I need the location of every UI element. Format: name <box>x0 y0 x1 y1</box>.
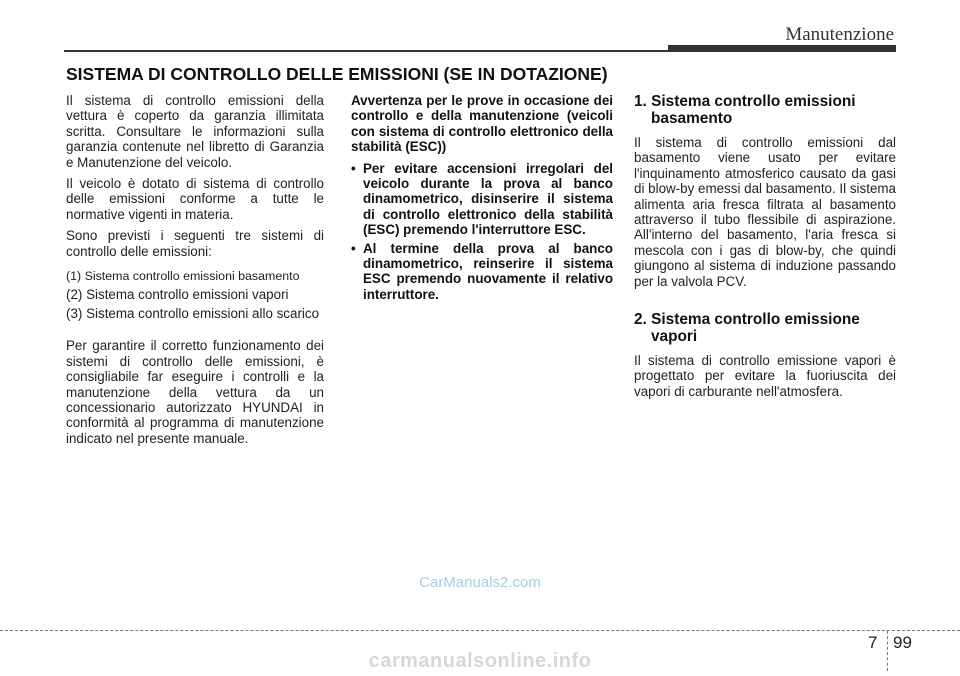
chapter-number: 7 <box>868 633 878 652</box>
bullet-icon: • <box>351 160 356 176</box>
system-item-2: (2) Sistema controllo emissioni vapori <box>66 287 289 303</box>
systems-intro-paragraph: Sono previsti i seguenti tre sistemi di controllo delle emissioni: <box>66 228 324 259</box>
footer-rule <box>0 630 960 631</box>
system-item-1: (1) Sistema controllo emissioni basamento <box>66 269 300 284</box>
column-right <box>634 93 896 405</box>
esc-warning-bullet <box>351 161 613 238</box>
esc-warning-text: Al termine della prova al banco dinamometrico, reinserire il sistema ESC premendo nuovamente il relativo interruttore. <box>363 240 613 302</box>
section-title: SISTEMA DI CONTROLLO DELLE EMISSIONI (SE IN DOTAZIONE) <box>66 64 608 84</box>
running-header-title: Manutenzione <box>785 24 894 45</box>
bullet-icon: • <box>351 240 356 256</box>
system-item-3: (3) Sistema controllo emissioni allo scarico <box>66 305 320 321</box>
evaporative-paragraph: Il sistema di controllo emissione vapori è progettato per evitare la fuoriuscita dei vapori di carburante nell'atmosfera. <box>634 353 896 399</box>
header-rule-accent <box>668 45 896 52</box>
column-left <box>66 93 324 452</box>
crankcase-subheading: 1. Sistema controllo emissioni basamento <box>634 93 856 127</box>
maintenance-paragraph: Per garantire il corretto funzionamento dei sistemi di controllo delle emissioni, è consigliabile far eseguire i controlli e la manutenzione della vettura da un concessionario autorizzato HYUNDAI in conformità al programma di manutenzione indicato nel presente manuale. <box>66 338 324 446</box>
esc-warning-heading: Avvertenza per le prove in occasione dei controllo e della manutenzione (veicoli con sistema di controllo elettronico della stabilità (ESC)) <box>351 93 613 155</box>
header-rule <box>64 50 668 52</box>
footer-site-watermark: carmanualsonline.info <box>368 650 592 672</box>
esc-warning-text: Per evitare accensioni irregolari del veicolo durante la prova al banco dinamometrico, disinserire il sistema di controllo elettronico della stabilità (ESC) premendo l'interruttore ESC. <box>363 160 613 238</box>
evaporative-subheading: 2. Sistema controllo emissione vapori <box>634 311 860 346</box>
crankcase-paragraph: Il sistema di controllo emissioni dal basamento viene usato per evitare l'inquinamento atmosferico causato da gasi di blow-by emessi dal basamento. Il sistema alimenta aria fresca filtrata al basamento attraverso il tubo flessibile di aspirazione. All'interno del basamento, l'aria fresca si mescola con i gas di blow-by, che quindi giungono al sistema di induzione passando per la valvola PCV. <box>634 135 896 289</box>
esc-warning-bullet <box>351 241 613 303</box>
intro-paragraph: Il sistema di controllo emissioni della vettura è coperto da garanzia illimitata scritta. Consultare le informazioni sulla garanzia contenute nel libretto di Garanzia e Manutenzione del veicolo. <box>66 93 324 170</box>
watermark-text: CarManuals2.com <box>419 574 541 591</box>
page-number: 99 <box>893 633 912 652</box>
esc-warning-list <box>351 161 613 303</box>
compliance-paragraph: Il veicolo è dotato di sistema di controllo delle emissioni conforme a tutte le normative vigenti in materia. <box>66 176 324 222</box>
column-middle <box>351 93 613 305</box>
